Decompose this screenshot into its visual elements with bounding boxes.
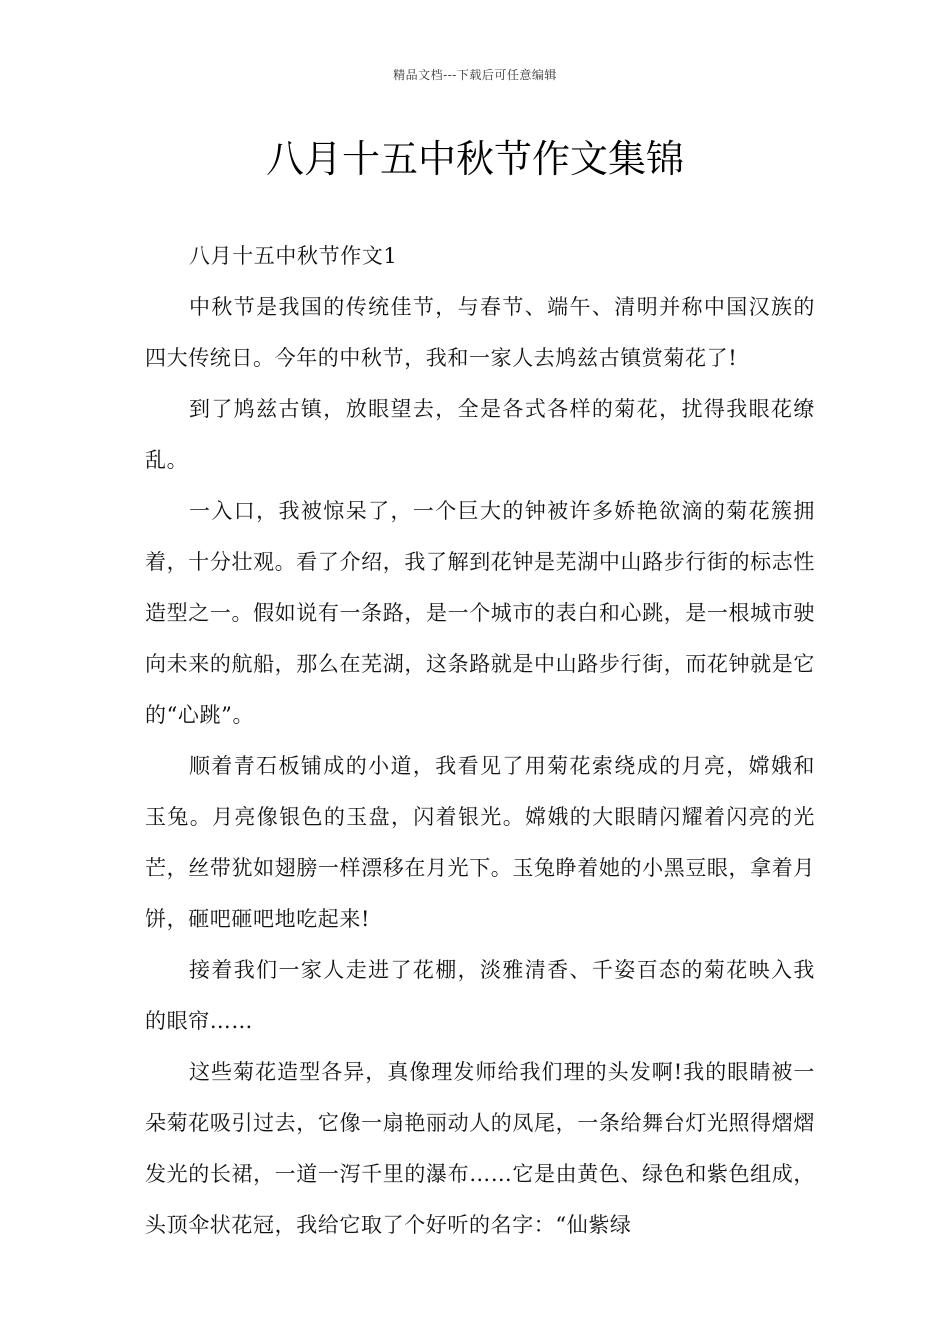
header-note: 精品文档---下载后可任意编辑 xyxy=(393,68,557,82)
section-heading: 八月十五中秋节作文1 xyxy=(189,244,398,268)
paragraph: 一入口，我被惊呆了，一个巨大的钟被许多娇艳欲滴的菊花簇拥着，十分壮观。看了介绍，我了解到花钟是芜湖中山路步行街的标志性造型之一。假如说有一条路，是一个城市的表白和心跳，是一根城市驶向未来的航船，那么在芜湖，这条路就是中山路步行街，而花钟就是它的“心跳”。 xyxy=(145,499,815,727)
document-title: 八月十五中秋节作文集锦 xyxy=(265,137,684,181)
document-body xyxy=(145,231,815,1251)
paragraph: 这些菊花造型各异，真像理发师给我们理的头发啊!我的眼睛被一朵菊花吸引过去，它像一扇艳丽动人的凤尾，一条给舞台灯光照得熠熠发光的长裙，一道一泻千里的瀑布……它是由黄色、绿色和紫色组成，头顶伞状花冠，我给它取了个好听的名字：“仙紫绿 xyxy=(145,1060,815,1237)
paragraph: 顺着青石板铺成的小道，我看见了用菊花索绕成的月亮，嫦娥和玉兔。月亮像银色的玉盘，闪着银光。嫦娥的大眼睛闪耀着闪亮的光芒，丝带犹如翅膀一样漂移在月光下。玉兔睁着她的小黑豆眼，拿着月饼，砸吧砸吧地吃起来! xyxy=(145,754,815,931)
paragraph: 到了鸠兹古镇，放眼望去，全是各式各样的菊花，扰得我眼花缭乱。 xyxy=(145,397,815,472)
paragraph: 接着我们一家人走进了花棚，淡雅清香、千姿百态的菊花映入我的眼帘…… xyxy=(145,958,815,1033)
paragraph: 中秋节是我国的传统佳节，与春节、端午、清明并称中国汉族的四大传统日。今年的中秋节，我和一家人去鸠兹古镇赏菊花了! xyxy=(145,295,815,370)
